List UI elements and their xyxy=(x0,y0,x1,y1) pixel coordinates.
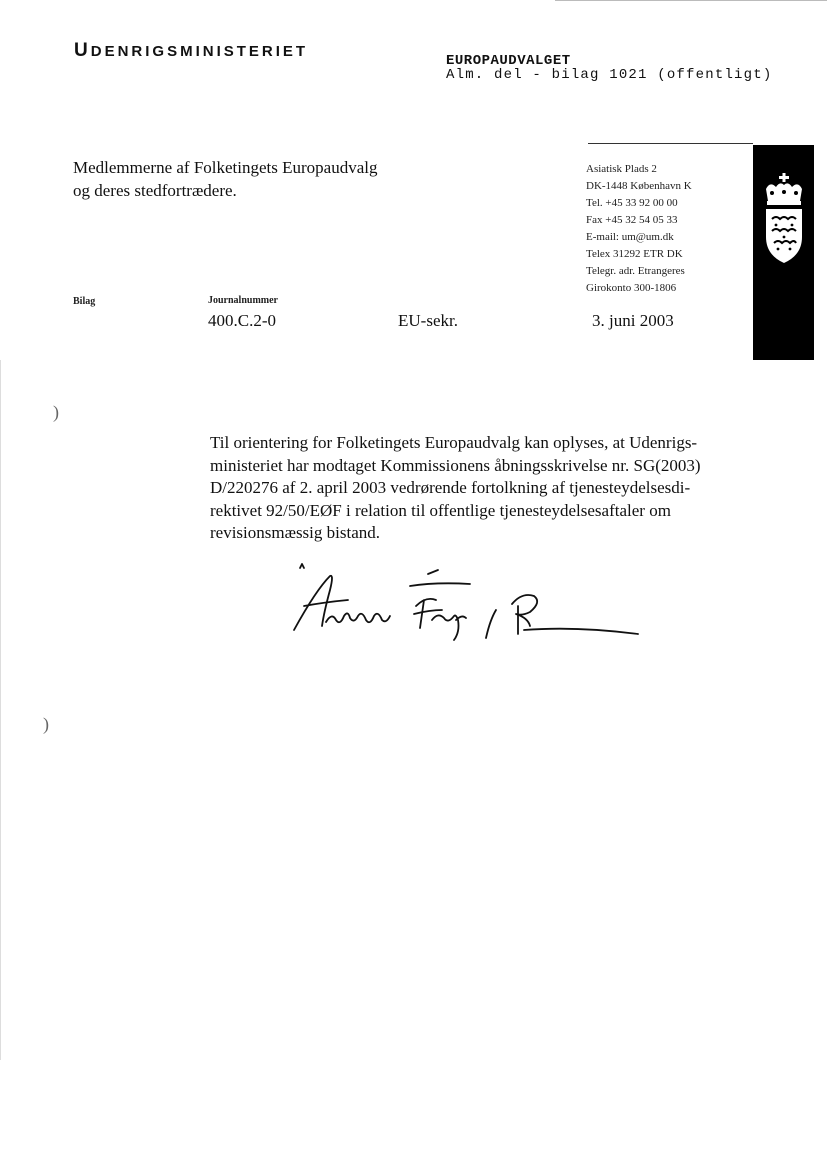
ministry-name-text: UDENRIGSMINISTERIET xyxy=(74,40,309,61)
address-divider xyxy=(588,143,753,144)
address-email: E-mail: um@um.dk xyxy=(586,231,674,243)
office-code: EU-sekr. xyxy=(398,311,458,330)
journal-number: 400.C.2-0 xyxy=(208,311,276,330)
committee-stamp xyxy=(446,53,772,83)
letter-date: 3. juni 2003 xyxy=(592,311,674,330)
journal-label: Journalnummer xyxy=(208,295,278,306)
recipient-block xyxy=(73,156,378,202)
bilag-label: Bilag xyxy=(73,296,96,307)
recipient-line-1: Medlemmerne af Folketingets Europaudvalg xyxy=(73,158,378,177)
address-telegram: Telegr. adr. Etrangeres xyxy=(586,265,685,277)
letter-body xyxy=(210,432,730,545)
scan-edge-line xyxy=(0,360,1,1060)
committee-reference: Alm. del - bilag 1021 (offentligt) xyxy=(446,67,773,83)
handwritten-signature xyxy=(286,560,646,650)
address-street: Asiatisk Plads 2 xyxy=(586,163,657,175)
ministry-name xyxy=(74,40,308,62)
address-telex: Telex 31292 ETR DK xyxy=(586,248,683,260)
body-paragraph: Til orientering for Folketingets Europaudvalg kan oplyses, at Udenrigs- ministeriet har modtaget Kommissionens åbningsskrivelse nr. SG(2003) D/220276 af 2. april 2003 vedrørende fortolkning af tjenesteydelsesdi- rektivet 92/50/EØF i relation til offentlige tjenesteydelsesaftaler om revisionsmæssig bistand. xyxy=(210,433,701,542)
royal-coat-of-arms-icon xyxy=(762,171,806,267)
margin-mark-2: ) xyxy=(43,714,49,734)
address-phone: Tel. +45 33 92 00 00 xyxy=(586,197,678,209)
margin-mark-1: ) xyxy=(53,402,59,422)
sender-address xyxy=(586,161,692,297)
address-giro: Girokonto 300-1806 xyxy=(586,282,677,294)
committee-title: EUROPAUDVALGET xyxy=(446,53,571,69)
address-fax: Fax +45 32 54 05 33 xyxy=(586,214,678,226)
recipient-line-2: og deres stedfortrædere. xyxy=(73,181,237,200)
ministry-name-initial: U xyxy=(74,40,91,61)
address-city: DK-1448 København K xyxy=(586,180,692,192)
page-edge-line xyxy=(555,0,827,1)
crest-panel xyxy=(753,145,814,360)
